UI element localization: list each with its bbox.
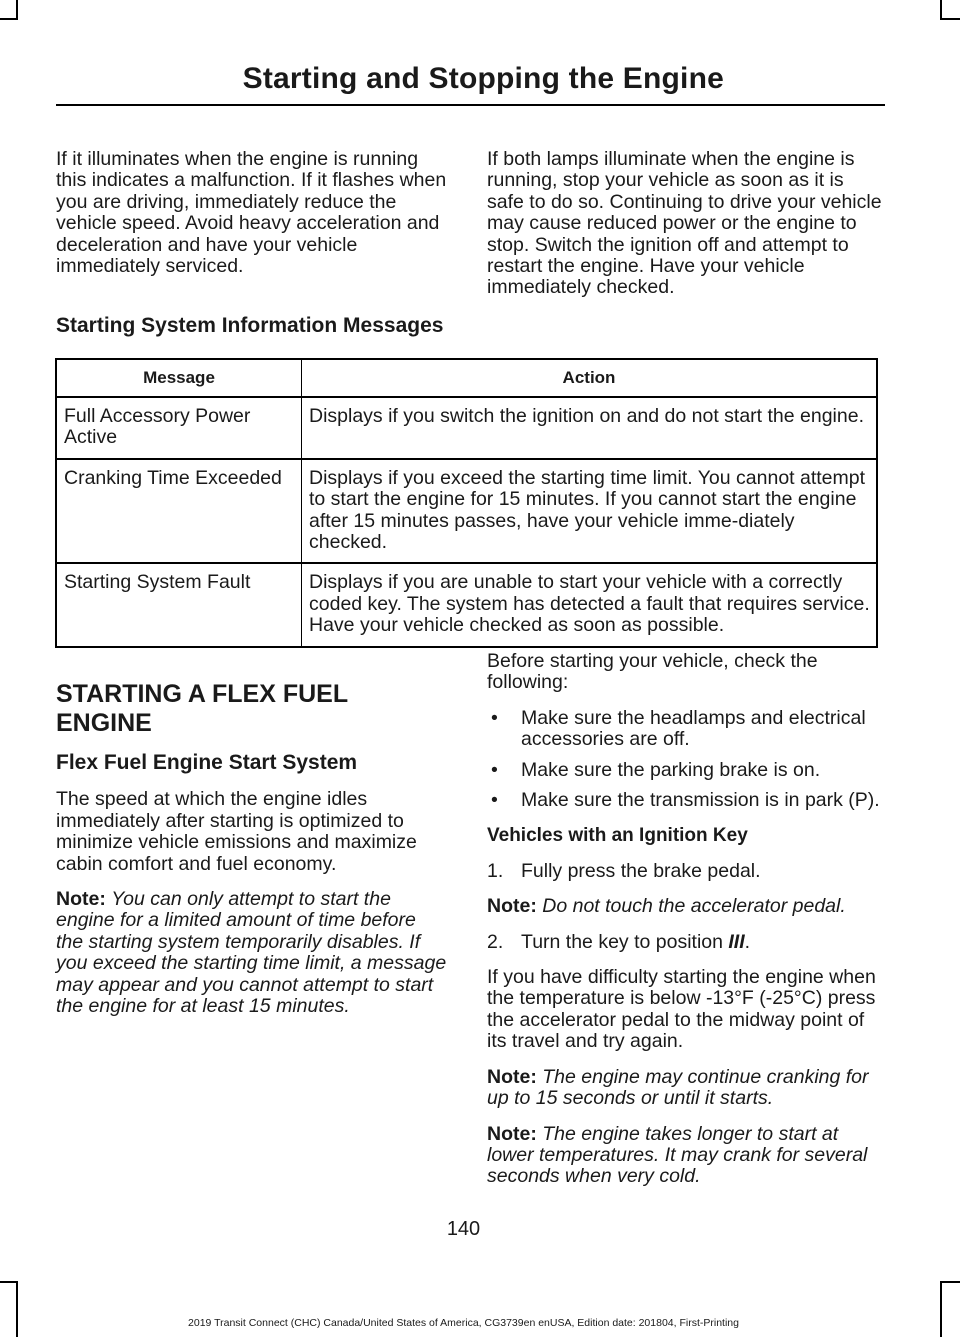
table-row — [56, 459, 877, 564]
table-row — [56, 397, 877, 459]
footer-edition-info: 2019 Transit Connect (CHC) Canada/United States of America, CG3739en enUSA, Edition date: 201804, First-Printing — [188, 1317, 739, 1329]
note-text: The engine takes longer to start at lower temperatures. It may crank for several seconds when very cold. — [487, 1122, 868, 1188]
ignition-note-2 — [487, 1067, 882, 1110]
table-header-row — [56, 359, 877, 397]
key-position: III — [728, 930, 745, 953]
message-cell: Cranking Time Exceeded — [56, 459, 302, 564]
note-label: Note: — [487, 895, 537, 918]
list-item-text: Make sure the transmission is in park (P). — [521, 789, 880, 812]
step-text-end: . — [744, 930, 751, 953]
flex-fuel-heading: STARTING A FLEX FUEL ENGINE — [56, 680, 348, 737]
page-number: 140 — [446, 1218, 481, 1240]
step-text: Fully press the brake pedal. — [521, 859, 761, 882]
list-item-text: Make sure the headlamps and electrical accessories are off. — [521, 706, 866, 751]
page-title: Starting and Stopping the Engine — [242, 62, 724, 95]
intro-left-paragraph: If it illuminates when the engine is running this indicates a malfunction. If it flashes when you are driving, immediately reduce the vehicle speed. Avoid heavy acceleration and deceleration and have your vehicle immediately serviced. — [56, 148, 447, 278]
checklist — [487, 708, 882, 812]
list-item — [487, 708, 882, 751]
intro-right-paragraph: If both lamps illuminate when the engine is running, stop your vehicle as soon as it is safe to do so. Continuing to drive your vehicle may cause reduced power or the engine to stop. Switch the ignition off and attempt to restart the engine. Have your vehicle immediately checked. — [487, 148, 882, 299]
bullet: • — [491, 789, 498, 812]
messages-section-heading: Starting System Information Messages — [56, 314, 444, 337]
step-2 — [487, 932, 882, 953]
cold-start-paragraph: If you have difficulty starting the engine when the temperature is below -13°F (-25°C) press the accelerator pedal to the midway point of its travel and try again. — [487, 966, 876, 1053]
action-cell: Displays if you are unable to start your vehicle with a correctly coded key. The system has detected a fault that requires service. Have your vehicle checked as soon as possible. — [302, 563, 878, 646]
crop-mark — [940, 18, 960, 20]
note-text: The engine may continue cranking for up to 15 seconds or until it starts. — [487, 1065, 869, 1110]
action-cell: Displays if you switch the ignition on and do not start the engine. — [302, 397, 878, 459]
checklist-intro: Before starting your vehicle, check the following: — [487, 650, 818, 694]
step-number: 1. — [487, 859, 504, 882]
list-item-text: Make sure the parking brake is on. — [521, 758, 821, 781]
left-column — [56, 680, 448, 1031]
flex-fuel-subheading: Flex Fuel Engine Start System — [56, 751, 358, 774]
column-header-action: Action — [302, 359, 878, 397]
crop-mark — [0, 18, 18, 20]
ignition-note-1 — [487, 896, 882, 917]
list-item — [487, 790, 882, 811]
crop-mark — [16, 0, 18, 20]
flex-fuel-note — [56, 889, 448, 1017]
messages-table — [55, 358, 878, 648]
right-column — [487, 651, 882, 1202]
crop-mark — [940, 1281, 942, 1337]
table-row — [56, 563, 877, 646]
step-number: 2. — [487, 930, 504, 953]
action-cell: Displays if you exceed the starting time limit. You cannot attempt to start the engine for 15 minutes. If you cannot start the engine after 15 minutes passes, have your vehicle imme-diately checked. — [302, 459, 878, 564]
note-text: Do not touch the accelerator pedal. — [542, 895, 846, 918]
column-header-message: Message — [56, 359, 302, 397]
note-label: Note: — [56, 888, 106, 911]
message-cell: Starting System Fault — [56, 563, 302, 646]
crop-mark — [940, 0, 942, 20]
flex-fuel-paragraph: The speed at which the engine idles immediately after starting is optimized to minimize vehicle emissions and maximize cabin comfort and fuel economy. — [56, 788, 417, 875]
crop-mark — [940, 1281, 960, 1283]
bullet: • — [491, 758, 498, 781]
list-item — [487, 760, 882, 781]
note-text: You can only attempt to start the engine for a limited amount of time before the starting system temporarily disables. If you exceed the starting time limit, a message may appear and you cannot attempt to start the engine for at least 15 minutes. — [56, 888, 447, 1018]
note-label: Note: — [487, 1065, 537, 1088]
ignition-key-heading: Vehicles with an Ignition Key — [487, 825, 748, 847]
bullet: • — [491, 706, 498, 729]
step-text: Turn the key to position — [521, 930, 729, 953]
message-cell: Full Accessory Power Active — [56, 397, 302, 459]
title-divider — [56, 104, 885, 106]
ignition-note-3 — [487, 1124, 882, 1188]
note-label: Note: — [487, 1122, 537, 1145]
step-1 — [487, 861, 882, 882]
